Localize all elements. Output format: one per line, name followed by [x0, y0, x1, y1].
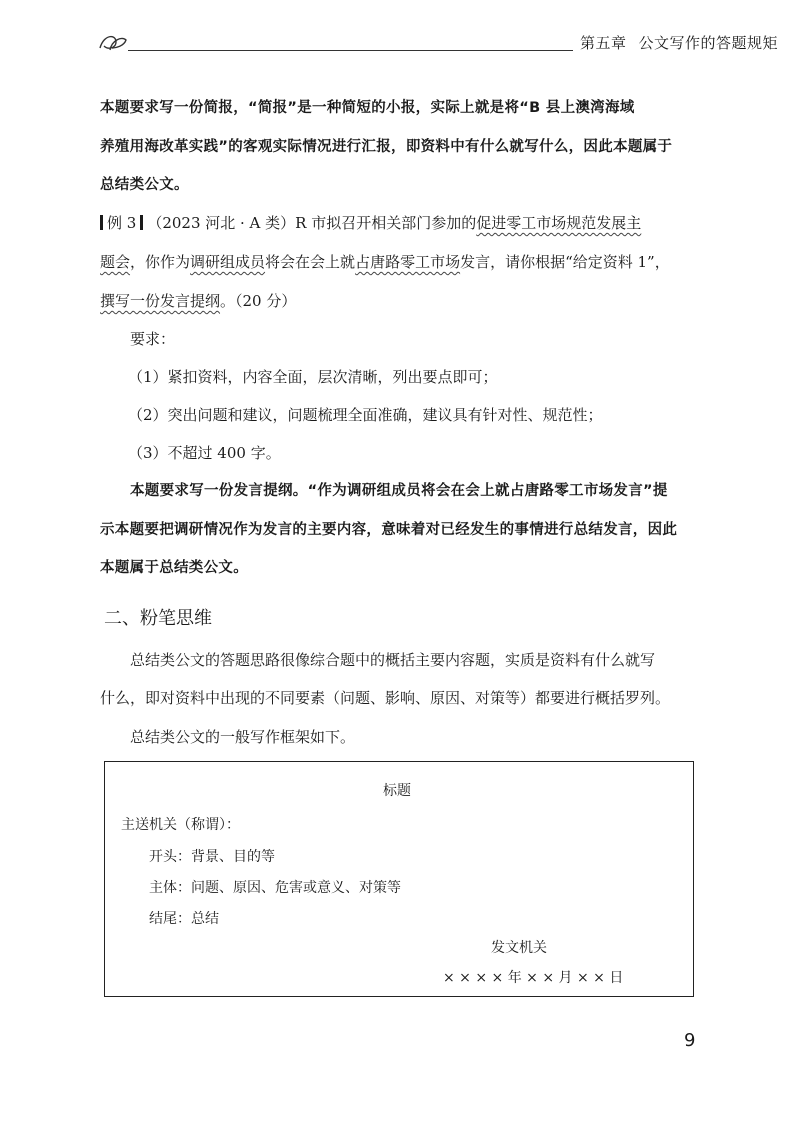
chapter-name: 公文写作的答题规矩	[638, 34, 779, 52]
page-number: 9	[684, 1030, 696, 1051]
example-task: 撰写一份发言提纲	[100, 292, 221, 310]
para1-line3: 总结类公文。	[100, 177, 189, 193]
example-label: 例 3	[107, 214, 137, 232]
section-line2: 什么，即对资料中出现的不同要素（问题、影响、原因、对策等）都要进行概括罗列。	[100, 689, 671, 707]
requirement-3: （3）不超过 400 字。	[128, 444, 281, 462]
running-header	[98, 28, 779, 58]
para2-line3: 本题属于总结类公文。	[100, 560, 248, 576]
framework-issuer: 发文机关	[491, 940, 547, 956]
framework-ending: 结尾：总结	[149, 911, 219, 927]
example-topic-cont: 题会	[100, 253, 131, 271]
example-intro: （2023 河北 · A 类）R 市拟召开相关部门参加的	[147, 214, 477, 232]
example-end: 发言，请你根据“给定资料 1”，	[460, 253, 670, 271]
chapter-number: 第五章	[580, 34, 627, 52]
framework-recipient: 主送机关（称谓）：	[121, 817, 240, 833]
section-heading: 二、粉笔思维	[104, 608, 212, 629]
requirement-1: （1）紧扣资料，内容全面，层次清晰，列出要点即可；	[128, 368, 498, 386]
example-bar-right	[140, 215, 143, 230]
example-score: 。（20 分）	[220, 292, 297, 310]
example-mid1: ，你作为	[130, 253, 191, 271]
para2-line1: 本题要求写一份发言提纲。“作为调研组成员将会在会上就占唐路零工市场发言”提	[130, 483, 668, 499]
example-role: 调研组成员	[190, 253, 266, 271]
example-topic: 促进零工市场规范发展主	[476, 214, 642, 232]
para2-line2: 示本题要把调研情况作为发言的主要内容，意味着对已经发生的事情进行总结发言，因此	[100, 522, 678, 538]
example-bar-left	[100, 215, 103, 230]
example-subject: 占唐路零工市场	[355, 253, 461, 271]
para1-line2: 养殖用海改革实践”的客观实际情况进行汇报，即资料中有什么就写什么，因此本题属于	[100, 139, 673, 155]
leaf-icon	[98, 30, 128, 54]
framework-opening: 开头：背景、目的等	[149, 849, 275, 865]
example3-line2	[100, 252, 700, 272]
example-mid2: 将会在会上就	[265, 253, 356, 271]
requirements-title: 要求：	[130, 330, 176, 348]
chapter-title	[580, 32, 790, 53]
framework-date: × × × × 年 × × 月 × × 日	[443, 970, 624, 986]
framework-box	[104, 761, 694, 997]
example3-line3	[100, 291, 700, 311]
section-line3: 总结类公文的一般写作框架如下。	[130, 728, 356, 746]
framework-body: 主体：问题、原因、危害或意义、对策等	[149, 880, 401, 896]
para1-line1: 本题要求写一份简报，“简报”是一种简短的小报，实际上就是将“B 县上澳湾海域	[100, 100, 635, 116]
section-line1: 总结类公文的答题思路很像综合题中的概括主要内容题，实质是资料有什么就写	[130, 651, 656, 669]
requirement-2: （2）突出问题和建议，问题梳理全面准确，建议具有针对性、规范性；	[128, 406, 603, 424]
framework-title: 标题	[383, 783, 411, 799]
header-rule	[128, 50, 573, 51]
example3-line1	[100, 213, 700, 233]
